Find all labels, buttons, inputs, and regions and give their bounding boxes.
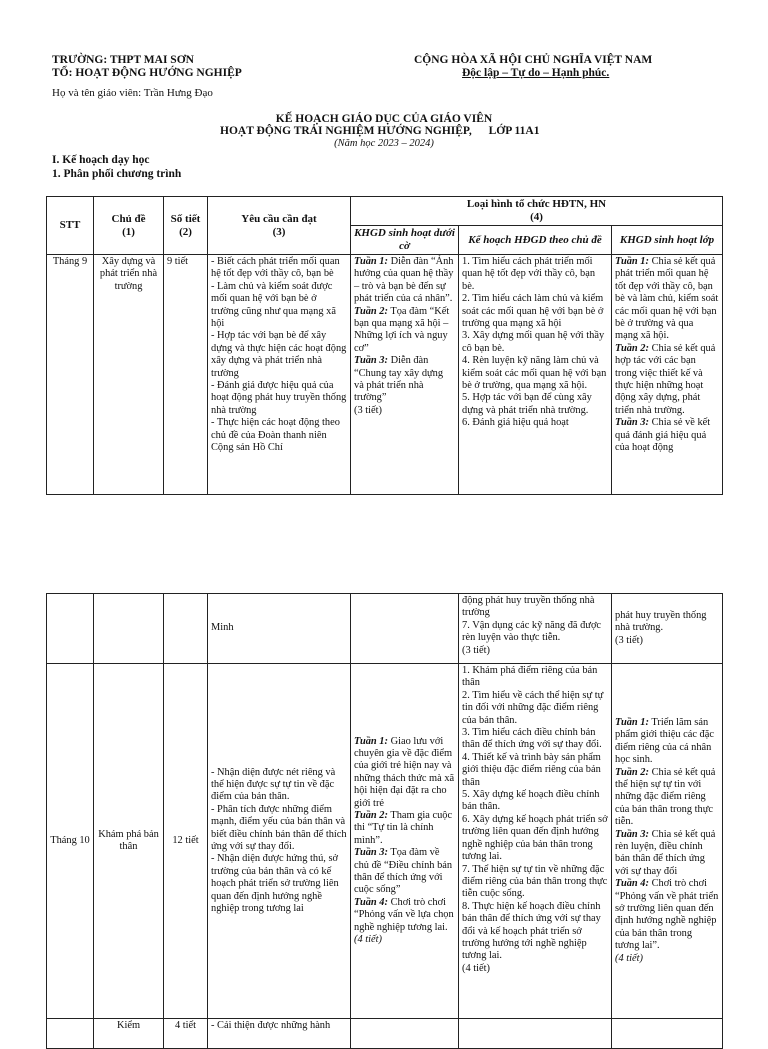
row2-requirements: - Nhận diện được nét riêng và thể hiện được sự tự tin về đặc điểm của bản thân. - Phân tích được những điểm mạnh, điểm yếu của bản thân và biết điều chỉnh bản thân để thích ứng với sự thay đổi. - Nhận diện được hứng thú, sở trường của bản thân và có kế hoạch phát triển sở trường liên quan đến định hướng nghề nghiệp trong tương lai bbox=[208, 664, 351, 1019]
cont-requirements: Minh bbox=[208, 594, 351, 664]
school-year: (Năm học 2023 – 2024) bbox=[334, 138, 434, 149]
cont-month bbox=[47, 594, 94, 664]
row3-periods: 4 tiết bbox=[164, 1019, 208, 1049]
cont-topic-plan: động phát huy truyền thống nhà trường 7. Vận dụng các kỹ năng đã được rèn luyện vào thực tiễn. (3 tiết) bbox=[459, 594, 612, 664]
header-stt: STT bbox=[47, 197, 94, 255]
row1-month: Tháng 9 bbox=[47, 255, 94, 495]
row1-topic: Xây dựng và phát triển nhà trường bbox=[94, 255, 164, 495]
row2-topic: Khám phá bản thân bbox=[94, 664, 164, 1019]
row2-class-activity: Tuần 1: Triển lãm sản phẩm giới thiệu các đặc điểm riêng của cá nhân học sinh. Tuần 2: Chia sẻ kết quả thể hiện sự tự tin với những đặc điểm riêng của bản thân trong thực tiễn. Tuần 3: Chia sẻ kết quả rèn luyện, điều chỉnh bản thân để thích ứng với sự thay đổi Tuần 4: Chơi trò chơi “Phỏng vấn về phát triển sở trường liên quan đến định hướng nghề nghiệp của bản thân trong tương lai”. (4 tiết) bbox=[612, 664, 723, 1019]
row1-periods: 9 tiết bbox=[164, 255, 208, 495]
national-motto: Độc lập – Tự do – Hạnh phúc. bbox=[462, 67, 610, 79]
header-flag-activity: KHGD sinh hoạt dưới cờ bbox=[351, 226, 459, 255]
doc-title: KẾ HOẠCH GIÁO DỤC CỦA GIÁO VIÊN bbox=[275, 113, 493, 125]
row3-month bbox=[47, 1019, 94, 1049]
teacher-name: Họ và tên giáo viên: Trần Hưng Đạo bbox=[52, 87, 213, 99]
doc-subtitle-grade: LỚP 11A1 bbox=[488, 125, 540, 137]
plan-table-page1 bbox=[46, 196, 722, 485]
row3-topic-plan bbox=[459, 1019, 612, 1049]
row1-class-activity: Tuần 1: Chia sẻ kết quả phát triển mối quan hệ tốt đẹp với thầy cô, bạn bè và làm chủ, kiểm soát các mối quan hệ với bạn bè ở trường và qua mạng xã hội. Tuần 2: Chia sẻ kết quả hợp tác với các bạn trong việc thiết kế và thực hiện những hoạt động xây dựng, phát triển nhà trường. Tuần 3: Chia sẻ về kết quả đánh giá hiệu quả của hoạt động bbox=[612, 255, 723, 495]
section-subheading: 1. Phân phối chương trình bbox=[52, 168, 182, 180]
row1-requirements: - Biết cách phát triển mối quan hệ tốt đẹp với thầy cô, bạn bè - Làm chủ và kiểm soát được mối quan hệ với bạn bè ở trường cũng như qua mạng xã hội - Hợp tác với bạn bè để xây dựng và thực hiện các hoạt động xây dựng và phát triển nhà trường - Đánh giá được hiệu quả của hoạt động phát huy truyền thống nhà trường - Thực hiện các hoạt động theo chủ đề của Đoàn thanh niên Cộng sản Hồ Chí bbox=[208, 255, 351, 495]
header-requirements: Yêu cầu cần đạt (3) bbox=[208, 197, 351, 255]
row3-topic: Kiểm bbox=[94, 1019, 164, 1049]
school-name: TRƯỜNG: THPT MAI SƠN bbox=[52, 54, 194, 66]
header-activity-types: Loại hình tổ chức HĐTN, HN (4) bbox=[351, 197, 723, 226]
row3-class-activity bbox=[612, 1019, 723, 1049]
cont-topic bbox=[94, 594, 164, 664]
cont-flag-activity bbox=[351, 594, 459, 664]
row2-flag-activity: Tuần 1: Giao lưu với chuyên gia về đặc điểm của giới trẻ hiện nay và những thách thức mà xã hội hiện đại đặt ra cho giới trẻ Tuần 2: Tham gia cuộc thi “Tự tin là chính mình”. Tuần 3: Tọa đàm về chủ đề “Điều chỉnh bản thân để thích ứng với cuộc sống” Tuần 4: Chơi trò chơi “Phỏng vấn về lựa chọn nghề nghiệp tương lai. (4 tiết) bbox=[351, 664, 459, 1019]
header-topic-plan: Kế hoạch HĐGD theo chủ đề bbox=[459, 226, 612, 255]
row2-periods: 12 tiết bbox=[164, 664, 208, 1019]
header-class-activity: KHGD sinh hoạt lớp bbox=[612, 226, 723, 255]
doc-subtitle bbox=[220, 124, 539, 138]
row3-requirements: - Cải thiện được những hành bbox=[208, 1019, 351, 1049]
row2-month: Tháng 10 bbox=[47, 664, 94, 1019]
country-name: CỘNG HÒA XÃ HỘI CHỦ NGHĨA VIỆT NAM bbox=[414, 54, 653, 66]
cont-class-activity: phát huy truyền thống nhà trường. (3 tiết) bbox=[612, 594, 723, 664]
section-heading: I. Kế hoạch dạy học bbox=[52, 154, 150, 166]
cont-periods bbox=[164, 594, 208, 664]
row2-topic-plan: 1. Khám phá điểm riêng của bản thân 2. Tìm hiểu về cách thể hiện sự tự tin đối với những đặc điểm riêng của bản thân. 3. Tìm hiểu cách điều chỉnh bản thân để thích ứng với sự thay đổi. 4. Thiết kế và trình bày sản phẩm giới thiệu đặc điểm riêng của bản thân 5. Xây dựng kế hoạch điều chỉnh bản thân. 6. Xây dựng kế hoạch phát triển sở trường liên quan đến định hướng nghề nghiệp của bản thân trong tương lai. 7. Thể hiện sự tự tin về những đặc điểm riêng của bản thân trong thực tiễn cuộc sống. 8. Thực hiện kế hoạch điều chỉnh bản thân để thích ứng với sự thay đổi và kế hoạch phát triển sở trường hướng tới nghề nghiệp tương lai. (4 tiết) bbox=[459, 664, 612, 1019]
header-periods: Số tiết (2) bbox=[164, 197, 208, 255]
row1-flag-activity: Tuần 1: Diễn đàn “Ảnh hưởng của quan hệ thầy – trò và bạn bè đến sự phát triển của cá nhân”. Tuần 2: Tọa đàm “Kết bạn qua mạng xã hội – Những lợi ích và nguy cơ” Tuần 3: Diễn đàn “Chung tay xây dựng và phát triển nhà trường” (3 tiết) bbox=[351, 255, 459, 495]
row3-flag-activity bbox=[351, 1019, 459, 1049]
row1-topic-plan: 1. Tìm hiểu cách phát triển mối quan hệ tốt đẹp với thầy cô, bạn bè. 2. Tìm hiểu cách làm chủ và kiểm soát các mối quan hệ với bạn bè ở trường qua mạng xã hội 3. Xây dựng mối quan hệ với thầy cô bạn bè. 4. Rèn luyện kỹ năng làm chủ và kiểm soát các mối quan hệ với bạn bè ở trường, qua mạng xã hội. 5. Hợp tác với bạn để cùng xây dựng và phát triển nhà trường. 6. Đánh giá hiệu quả hoạt bbox=[459, 255, 612, 495]
department-name: TỔ: HOẠT ĐỘNG HƯỚNG NGHIỆP bbox=[52, 67, 242, 79]
plan-table-page2 bbox=[46, 593, 722, 1031]
doc-subtitle-activity: HOẠT ĐỘNG TRẢI NGHIỆM HƯỚNG NGHIỆP, bbox=[220, 125, 472, 137]
header-topic: Chủ đề (1) bbox=[94, 197, 164, 255]
